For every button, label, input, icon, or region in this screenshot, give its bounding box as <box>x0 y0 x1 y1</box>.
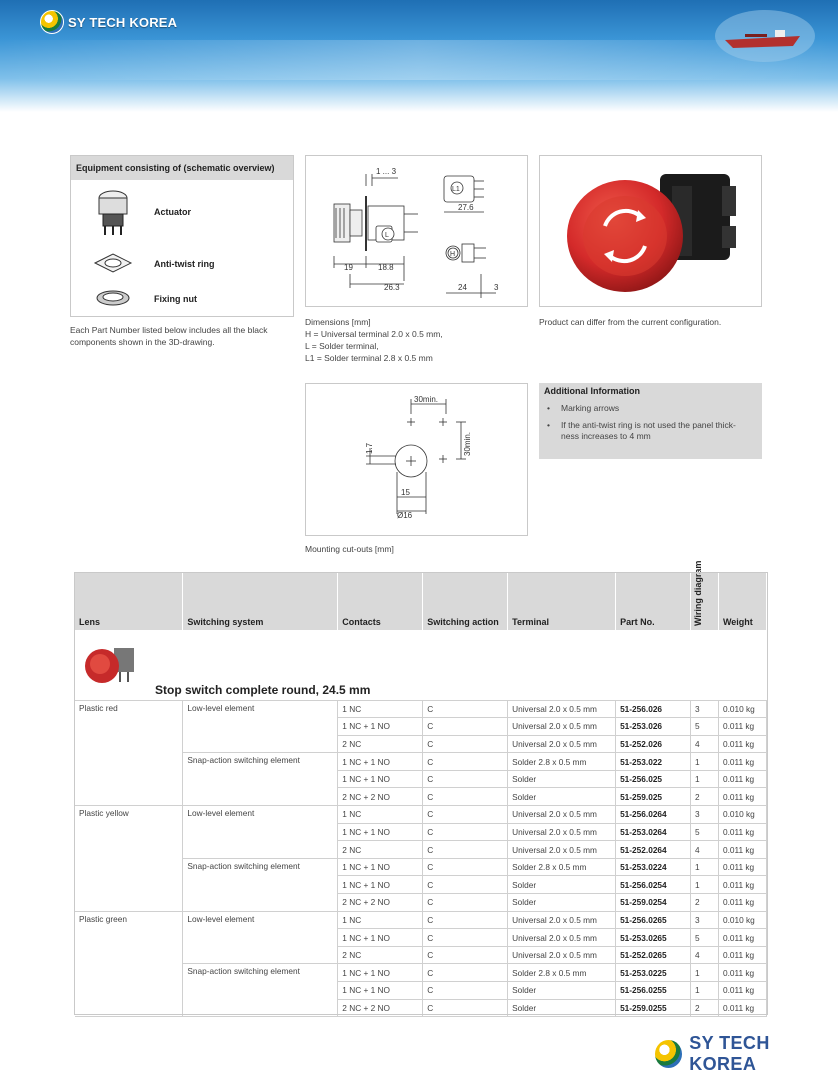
cutout-label-16: Ø16 <box>397 511 413 520</box>
cell-part-no: 51-252.0264 <box>616 841 691 859</box>
cell-switching-system: Snap-action switching element <box>183 753 338 806</box>
cell-wiring-diagram: 4 <box>691 735 719 753</box>
cell-switching-action: C <box>423 753 508 771</box>
cell-contacts: 1 NC + 1 NO <box>338 876 423 894</box>
cell-contacts: 1 NC + 1 NO <box>338 964 423 982</box>
cell-contacts: 2 NC <box>338 946 423 964</box>
cell-terminal: Solder <box>508 999 616 1017</box>
additional-info-item: • If the anti-twist ring is not used the panel thick- ness increases to 4 mm <box>547 420 754 442</box>
mounting-cutout-panel <box>305 383 528 536</box>
footer-brand-name: SY TECH KOREA <box>689 1033 770 1074</box>
cell-wiring-diagram: 2 <box>691 999 719 1017</box>
cell-part-no: 51-253.0225 <box>616 964 691 982</box>
dimensions-caption-line: L = Solder terminal, <box>305 341 379 351</box>
cell-wiring-diagram: 1 <box>691 964 719 982</box>
section-title: Stop switch complete round, 24.5 mm <box>155 682 371 697</box>
cell-weight: 0.011 kg <box>718 788 766 806</box>
cell-weight: 0.011 kg <box>718 964 766 982</box>
product-photo <box>540 156 761 306</box>
dim-label-h: H <box>450 251 456 258</box>
cell-wiring-diagram: 1 <box>691 982 719 1000</box>
col-header-switching-action: Switching action <box>423 572 508 630</box>
equipment-item <box>71 283 293 313</box>
table-row <box>75 806 767 824</box>
cutout-label-1-7: 1.7 <box>365 442 374 454</box>
cell-switching-action: C <box>423 911 508 929</box>
cell-wiring-diagram: 3 <box>691 806 719 824</box>
cell-weight: 0.011 kg <box>718 823 766 841</box>
cell-switching-action: C <box>423 806 508 824</box>
cell-switching-action: C <box>423 700 508 718</box>
equipment-caption: Each Part Number listed below includes all the black components shown in the 3D-drawing. <box>70 325 268 347</box>
cell-switching-system: Snap-action switching element <box>183 964 338 1017</box>
dim-label-24: 24 <box>458 283 467 292</box>
cell-part-no: 51-256.0264 <box>616 806 691 824</box>
col-header-wiring-diagram <box>691 560 719 630</box>
cell-part-no: 51-253.0265 <box>616 929 691 947</box>
section-banner-row <box>75 630 767 700</box>
cell-wiring-diagram: 2 <box>691 788 719 806</box>
cell-terminal: Solder 2.8 x 0.5 mm <box>508 964 616 982</box>
cell-switching-action: C <box>423 841 508 859</box>
cell-wiring-diagram: 5 <box>691 929 719 947</box>
equipment-item <box>71 186 293 241</box>
dim-label-26-3: 26.3 <box>384 283 400 292</box>
cell-contacts: 2 NC <box>338 841 423 859</box>
cell-terminal: Universal 2.0 x 0.5 mm <box>508 718 616 736</box>
additional-info-title: Additional Information <box>544 386 640 396</box>
cutout-caption: Mounting cut-outs [mm] <box>305 544 394 554</box>
cell-lens: Plastic red <box>75 700 183 806</box>
cell-contacts: 1 NC <box>338 806 423 824</box>
cell-part-no: 51-256.0254 <box>616 876 691 894</box>
cell-weight: 0.011 kg <box>718 841 766 859</box>
cell-terminal: Universal 2.0 x 0.5 mm <box>508 823 616 841</box>
footer-brand-logo[interactable] <box>654 1033 838 1074</box>
cell-contacts: 1 NC + 1 NO <box>338 858 423 876</box>
cell-wiring-diagram: 3 <box>691 700 719 718</box>
cell-part-no: 51-259.025 <box>616 788 691 806</box>
equipment-item-label: Anti-twist ring <box>154 259 215 269</box>
cell-contacts: 1 NC + 1 NO <box>338 982 423 1000</box>
brand-logo[interactable] <box>40 8 177 36</box>
dim-label-19: 19 <box>344 263 353 272</box>
cell-terminal: Solder <box>508 894 616 912</box>
cell-terminal: Universal 2.0 x 0.5 mm <box>508 946 616 964</box>
cell-part-no: 51-256.026 <box>616 700 691 718</box>
dimension-drawing <box>306 156 527 306</box>
cell-wiring-diagram: 1 <box>691 858 719 876</box>
dimensions-caption-line: H = Universal terminal 2.0 x 0.5 mm, <box>305 329 443 339</box>
cell-wiring-diagram: 1 <box>691 876 719 894</box>
anti-twist-ring-icon <box>91 252 135 274</box>
product-table <box>75 560 767 1017</box>
cell-wiring-diagram: 3 <box>691 911 719 929</box>
section-banner-cell <box>75 630 767 700</box>
cell-switching-system: Low-level element <box>183 700 338 753</box>
cell-switching-action: C <box>423 735 508 753</box>
cell-weight: 0.011 kg <box>718 858 766 876</box>
photo-caption: Product can differ from the current configuration. <box>539 317 722 327</box>
cutout-label-30-width: 30min. <box>414 395 439 404</box>
footer-logo-emblem-icon <box>654 1039 683 1069</box>
cell-part-no: 51-256.0255 <box>616 982 691 1000</box>
dimensions-caption <box>305 316 535 364</box>
cutout-label-30-height: 30min. <box>463 431 472 456</box>
header-banner <box>0 0 838 112</box>
cell-terminal: Universal 2.0 x 0.5 mm <box>508 911 616 929</box>
cell-terminal: Universal 2.0 x 0.5 mm <box>508 929 616 947</box>
cell-part-no: 51-259.0255 <box>616 999 691 1017</box>
col-header-wiring-diagram-text: Wiring diagram <box>693 560 703 626</box>
cell-part-no: 51-253.0224 <box>616 858 691 876</box>
cell-terminal: Universal 2.0 x 0.5 mm <box>508 700 616 718</box>
cell-weight: 0.011 kg <box>718 735 766 753</box>
dimensions-caption-line: L1 = Solder terminal 2.8 x 0.5 mm <box>305 353 433 363</box>
cell-weight: 0.011 kg <box>718 770 766 788</box>
cell-part-no: 51-253.026 <box>616 718 691 736</box>
cell-wiring-diagram: 4 <box>691 841 719 859</box>
cell-contacts: 2 NC <box>338 735 423 753</box>
cell-weight: 0.011 kg <box>718 718 766 736</box>
ship-globe-icon <box>705 6 815 66</box>
cell-contacts: 1 NC + 1 NO <box>338 929 423 947</box>
cell-lens: Plastic yellow <box>75 806 183 912</box>
cell-wiring-diagram: 5 <box>691 718 719 736</box>
equipment-panel <box>70 155 294 317</box>
brand-name: SY TECH KOREA <box>68 14 178 30</box>
col-header-switching-system: Switching system <box>183 572 338 630</box>
cell-weight: 0.010 kg <box>718 700 766 718</box>
cell-weight: 0.011 kg <box>718 876 766 894</box>
cell-terminal: Solder <box>508 788 616 806</box>
cell-switching-action: C <box>423 982 508 1000</box>
cell-weight: 0.010 kg <box>718 911 766 929</box>
cell-weight: 0.011 kg <box>718 982 766 1000</box>
cell-part-no: 51-256.0265 <box>616 911 691 929</box>
dim-label-18-8: 18.8 <box>378 263 394 272</box>
cell-switching-action: C <box>423 823 508 841</box>
cell-part-no: 51-253.022 <box>616 753 691 771</box>
cell-contacts: 2 NC + 2 NO <box>338 894 423 912</box>
cell-contacts: 1 NC <box>338 700 423 718</box>
cell-terminal: Solder <box>508 770 616 788</box>
additional-info-panel <box>539 383 762 459</box>
cell-lens: Plastic green <box>75 911 183 1017</box>
fixing-nut-icon <box>93 287 133 309</box>
cell-weight: 0.011 kg <box>718 999 766 1017</box>
cell-switching-system: Low-level element <box>183 911 338 964</box>
cell-contacts: 1 NC <box>338 911 423 929</box>
cell-switching-action: C <box>423 770 508 788</box>
cell-wiring-diagram: 5 <box>691 823 719 841</box>
cell-weight: 0.011 kg <box>718 753 766 771</box>
cell-part-no: 51-253.0264 <box>616 823 691 841</box>
dim-label-l1: L1 <box>452 186 460 193</box>
mounting-cutout-drawing <box>306 384 527 535</box>
col-header-part-no: Part No. <box>616 572 691 630</box>
cell-part-no: 51-256.025 <box>616 770 691 788</box>
table-row <box>75 700 767 718</box>
col-header-lens: Lens <box>75 572 183 630</box>
cell-switching-action: C <box>423 964 508 982</box>
dim-label-27-6: 27.6 <box>458 203 474 212</box>
cell-contacts: 1 NC + 1 NO <box>338 718 423 736</box>
dim-label-l: L <box>385 232 389 239</box>
cell-switching-action: C <box>423 894 508 912</box>
table-row <box>75 911 767 929</box>
col-header-terminal: Terminal <box>508 572 616 630</box>
dim-label-top: 1 ... 3 <box>376 167 397 176</box>
cell-switching-action: C <box>423 788 508 806</box>
cell-wiring-diagram: 1 <box>691 753 719 771</box>
col-header-contacts: Contacts <box>338 572 423 630</box>
cell-switching-action: C <box>423 858 508 876</box>
product-photo-panel <box>539 155 762 307</box>
cell-switching-action: C <box>423 876 508 894</box>
cell-contacts: 2 NC + 2 NO <box>338 999 423 1017</box>
cutout-label-15: 15 <box>401 488 410 497</box>
cell-weight: 0.010 kg <box>718 806 766 824</box>
col-header-weight: Weight <box>718 572 766 630</box>
cell-wiring-diagram: 4 <box>691 946 719 964</box>
cell-switching-action: C <box>423 929 508 947</box>
cell-weight: 0.011 kg <box>718 894 766 912</box>
cell-terminal: Universal 2.0 x 0.5 mm <box>508 841 616 859</box>
dimensions-caption-line: Dimensions [mm] <box>305 317 371 327</box>
logo-emblem-icon <box>40 10 64 34</box>
cell-wiring-diagram: 1 <box>691 770 719 788</box>
actuator-icon <box>91 188 135 238</box>
equipment-item-label: Actuator <box>154 207 192 217</box>
cell-part-no: 51-252.026 <box>616 735 691 753</box>
cell-weight: 0.011 kg <box>718 946 766 964</box>
additional-info-list <box>539 399 762 442</box>
cell-terminal: Universal 2.0 x 0.5 mm <box>508 735 616 753</box>
cell-terminal: Solder <box>508 982 616 1000</box>
cell-switching-system: Snap-action switching element <box>183 858 338 911</box>
cell-wiring-diagram: 2 <box>691 894 719 912</box>
equipment-item-label: Fixing nut <box>154 294 197 304</box>
cell-terminal: Solder 2.8 x 0.5 mm <box>508 753 616 771</box>
cell-terminal: Universal 2.0 x 0.5 mm <box>508 806 616 824</box>
cell-switching-action: C <box>423 999 508 1017</box>
cell-contacts: 2 NC + 2 NO <box>338 788 423 806</box>
cell-terminal: Solder 2.8 x 0.5 mm <box>508 858 616 876</box>
cell-switching-system: Low-level element <box>183 806 338 859</box>
dim-label-3: 3 <box>494 283 499 292</box>
cell-terminal: Solder <box>508 876 616 894</box>
cell-contacts: 1 NC + 1 NO <box>338 753 423 771</box>
additional-info-item: • Marking arrows <box>547 403 754 414</box>
cell-switching-action: C <box>423 946 508 964</box>
equipment-item <box>71 248 293 278</box>
dimension-drawing-panel <box>305 155 528 307</box>
cell-part-no: 51-259.0254 <box>616 894 691 912</box>
equipment-title: Equipment consisting of (schematic overview) <box>71 156 293 180</box>
cell-part-no: 51-252.0265 <box>616 946 691 964</box>
cell-contacts: 1 NC + 1 NO <box>338 823 423 841</box>
cell-weight: 0.011 kg <box>718 929 766 947</box>
stop-switch-thumbnail <box>80 640 140 688</box>
table-header-row <box>75 572 767 630</box>
cell-switching-action: C <box>423 718 508 736</box>
cell-contacts: 1 NC + 1 NO <box>338 770 423 788</box>
